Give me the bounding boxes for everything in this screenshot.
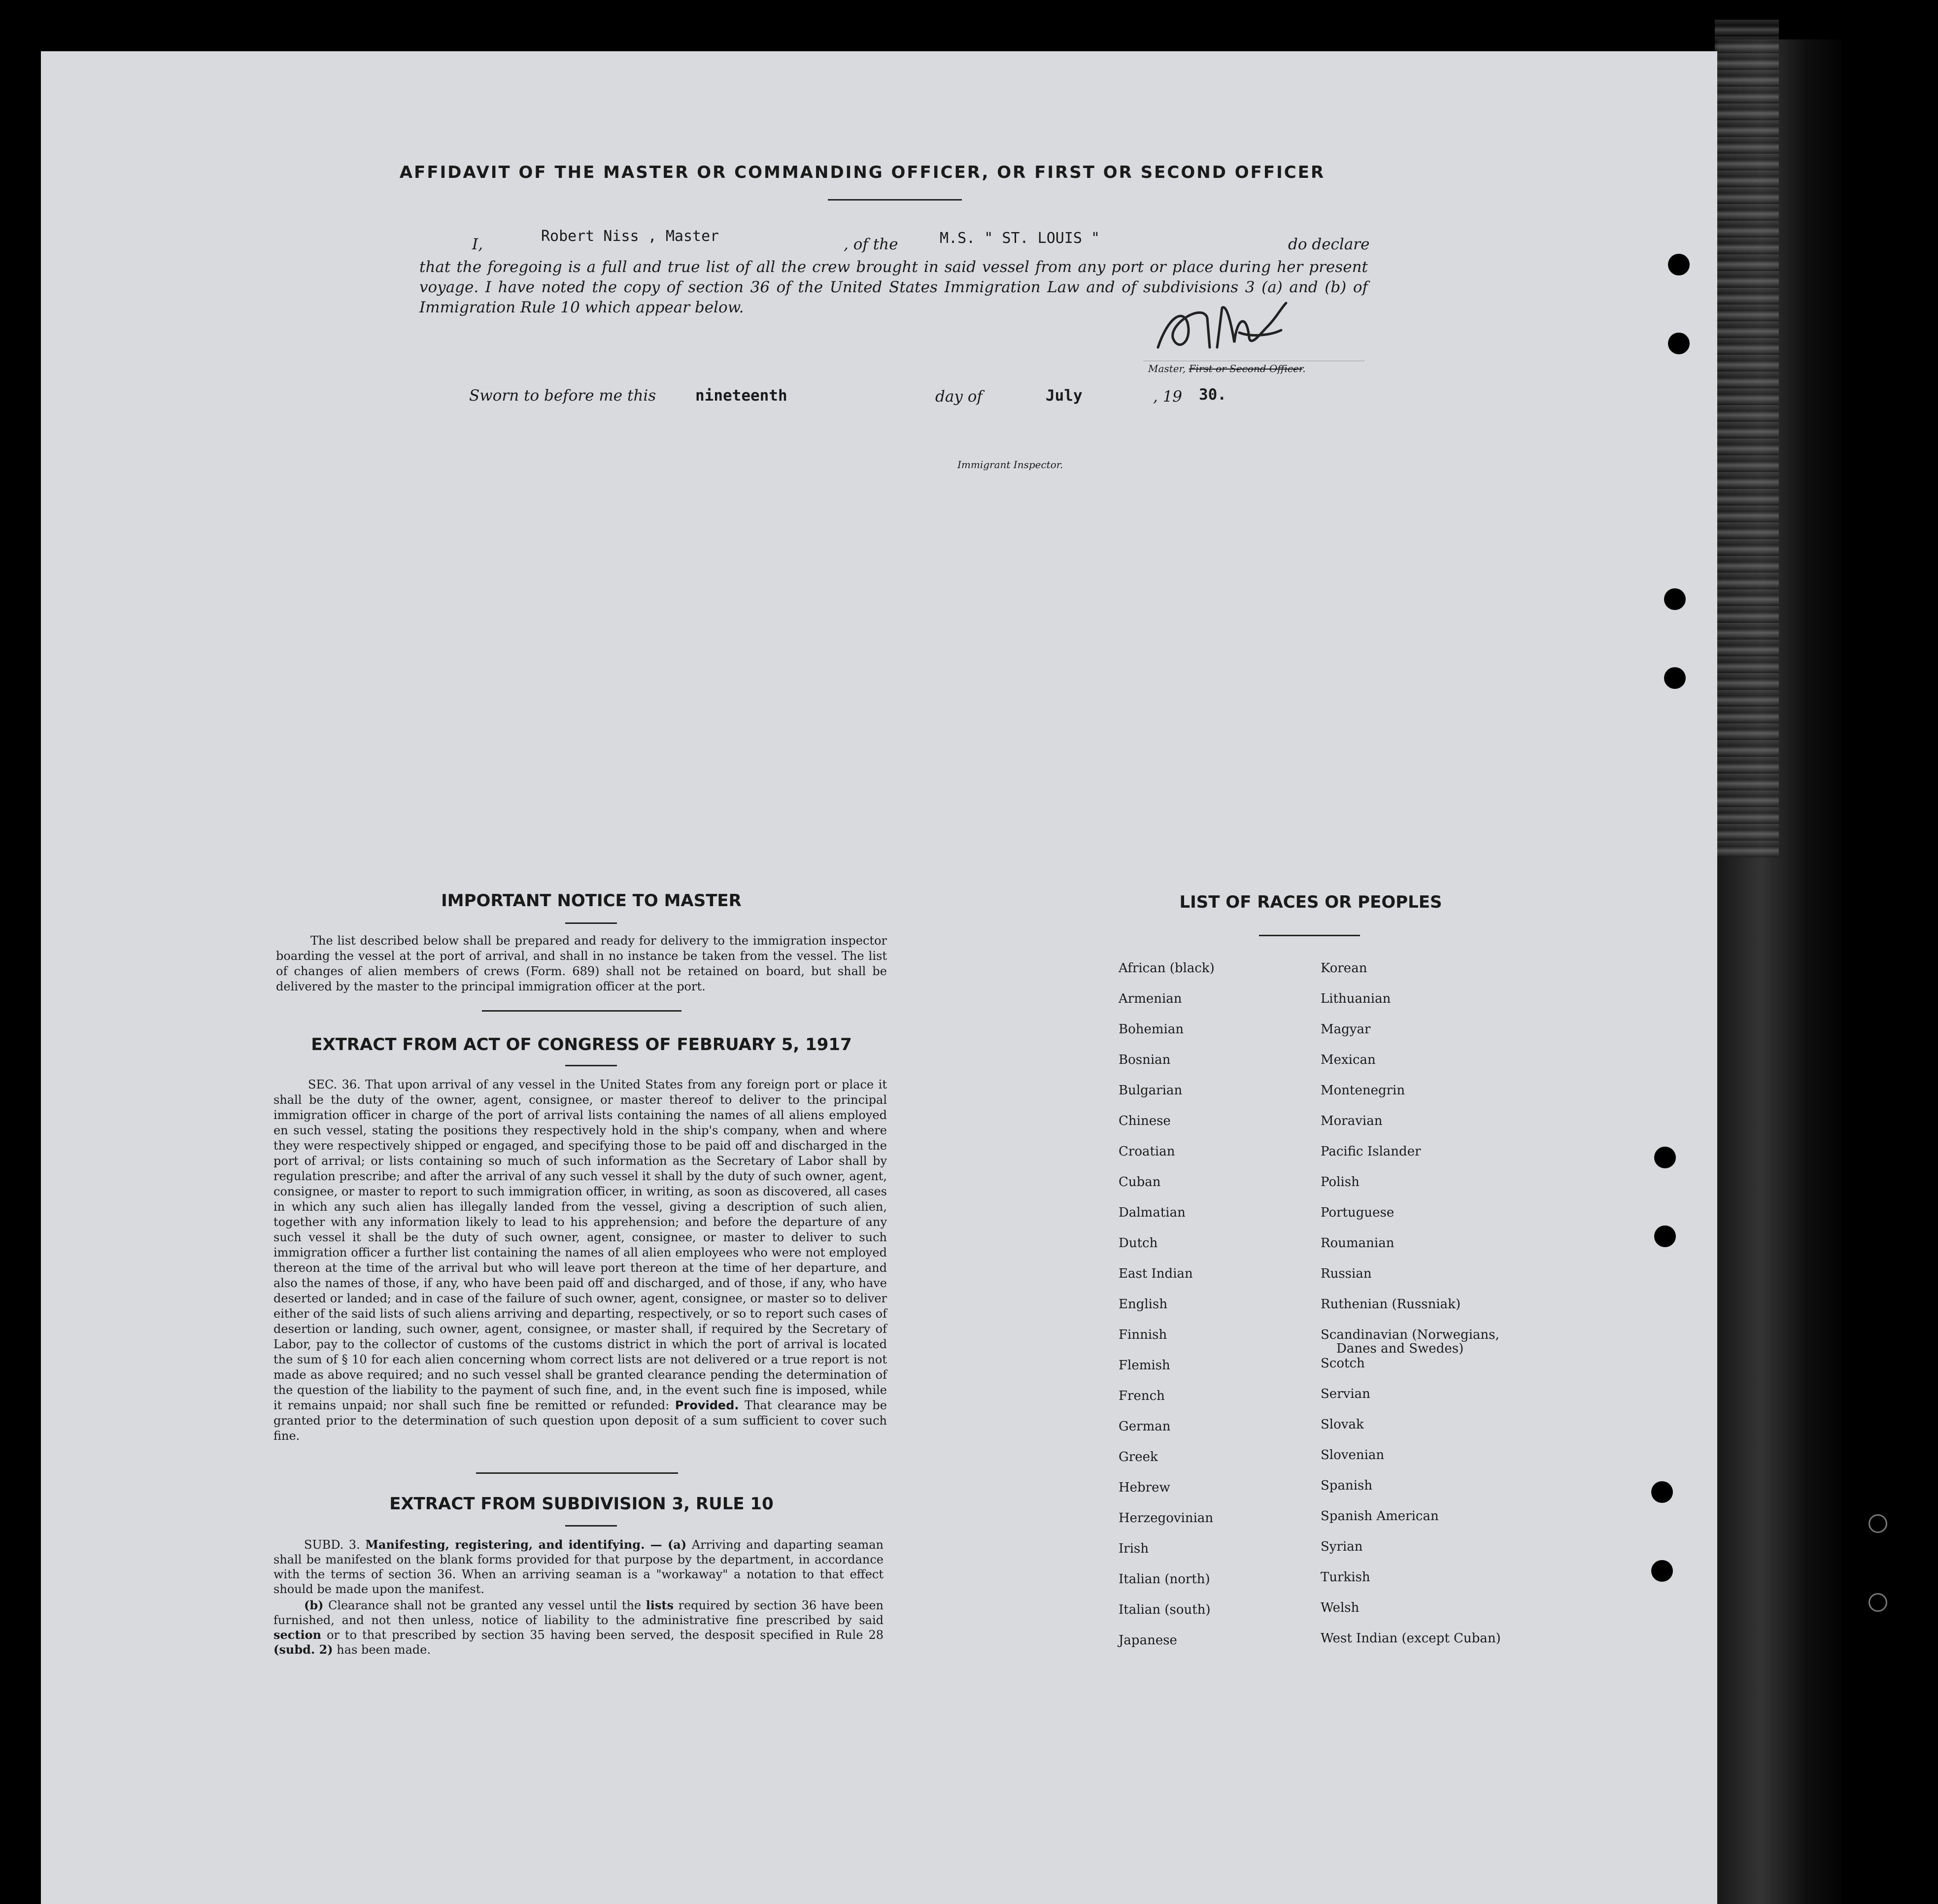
subd-b-text-2: required by section 36 have been furnished, and not then unless, notice of liability to the administrative fine prescribed by said	[273, 1598, 884, 1627]
subd-lead: SUBD. 3.	[304, 1538, 360, 1552]
race-item: Dutch	[1119, 1236, 1158, 1251]
race-item: Italian (north)	[1119, 1572, 1210, 1587]
race-item: Magyar	[1321, 1022, 1371, 1037]
punch-hole	[1664, 667, 1686, 689]
master-name-field: Robert Niss , Master	[541, 228, 719, 245]
race-item: Roumanian	[1321, 1236, 1394, 1251]
race-item: Montenegrin	[1321, 1083, 1405, 1098]
signature-caption-struck: First or Second Officer	[1189, 363, 1303, 374]
subd-b-text-1: Clearance shall not be granted any vessel until the	[328, 1598, 642, 1612]
vessel-name-field: M.S. " ST. LOUIS "	[940, 230, 1100, 247]
act-body-text: SEC. 36. That upon arrival of any vessel in the United States from any foreign port or place it shall be the duty of the owner, agent, consignee, or master thereof to deliver to the principal immigration officer in charge of the port of arrival lists containing the names of all aliens employed en such vessel, stating the positions they respectively hold in the ship's company, when and where they were respectively shipped or engaged, and specifying those to be paid off and discharged in the port of arrival; or lists containing so much of such information as the Secretary of Labor shall by regulation prescribe; and after the arrival of any such vessel it shall by the duty of such owner, agent, consignee, or master to report to such immigration officer, in writing, as soon as discovered, all cases in which any such alien has illegally landed from the vessel, giving a description of such alien, together with any information likely to lead to his apprehension; and before the departure of any such vessel it shall be the duty of such owner, agent, consignee, or master to deliver to such immigration officer a further list containing the names of all alien employees who were not employed thereon at the time of the arrival but who will leave port thereon at the time of her departure, and also the names of those, if any, who have been paid off and discharged, and of those, if any, who have deserted or landed; and in case of the failure of such owner, agent, consignee, or master so to deliver either of the said lists of such aliens arriving and departing, respectively, or so to report such cases of desertion or landing, such owner, agent, consignee, or master shall, if required by the Secretary of Labor, pay to the collector of customs of the customs district in which the port of arrival is located the sum of § 10 for each alien concerning whom correct lists are not delivered or a true report is not made as above required; and no such vessel shall be granted clearance pending the determination of the question of the liability to the payment of such fine, and, in the event such fine is imposed, while it remains unpaid; nor shall such fine be remitted or refunded:	[273, 1078, 887, 1412]
race-item: Danes and Swedes)	[1336, 1341, 1464, 1356]
day-of-label: day of	[935, 388, 983, 406]
subdivision-a	[273, 1537, 884, 1597]
signature-caption-end: .	[1302, 363, 1306, 374]
race-item: Bohemian	[1119, 1022, 1184, 1037]
sworn-day-field: nineteenth	[695, 387, 787, 405]
race-item: Moravian	[1321, 1114, 1383, 1128]
punch-hole	[1654, 1225, 1676, 1247]
race-item: Italian (south)	[1119, 1602, 1211, 1617]
race-item: Irish	[1119, 1541, 1149, 1556]
race-item: Japanese	[1119, 1633, 1177, 1648]
do-declare-label: do declare	[1288, 236, 1370, 253]
race-item: Scotch	[1321, 1356, 1365, 1371]
act-body	[273, 1077, 887, 1444]
race-item: West Indian (except Cuban)	[1321, 1631, 1501, 1646]
punch-hole-ring	[1869, 1514, 1887, 1533]
race-item: Chinese	[1119, 1114, 1171, 1128]
title-underline	[828, 199, 962, 201]
race-item: East Indian	[1119, 1266, 1193, 1281]
master-signature	[1148, 288, 1296, 362]
race-item: Spanish	[1321, 1478, 1373, 1493]
year-prefix: , 19	[1153, 388, 1183, 406]
subd-b-section: section	[273, 1628, 322, 1642]
subd-b-text-3: or to that prescribed by section 35 having been served, the desposit specified in Rule 28	[327, 1628, 884, 1642]
subdivision-underline	[565, 1525, 617, 1527]
act-title: EXTRACT FROM ACT OF CONGRESS OF FEBRUARY 5, 1917	[311, 1035, 852, 1054]
race-item: Herzegovinian	[1119, 1511, 1214, 1526]
race-item: Greek	[1119, 1450, 1158, 1464]
race-item: Polish	[1321, 1175, 1360, 1190]
race-item: Bulgarian	[1119, 1083, 1183, 1098]
race-item: French	[1119, 1389, 1165, 1403]
punch-hole	[1668, 254, 1690, 275]
race-item: Slovak	[1321, 1417, 1364, 1432]
affidavit-line-3: voyage. I have noted the copy of section 36 of the United States Immigration Law and of subdivisions 3 (a) and (b) of	[419, 278, 1368, 296]
act-underline	[565, 1065, 617, 1066]
punch-hole	[1664, 588, 1686, 610]
subd-b-subd: (subd. 2)	[273, 1642, 333, 1657]
notice-underline	[565, 922, 617, 924]
notice-divider	[482, 1010, 681, 1012]
of-the-label: , of the	[844, 236, 898, 253]
subd-b-label: (b)	[304, 1598, 324, 1612]
punch-hole	[1651, 1481, 1673, 1503]
race-item: Turkish	[1321, 1570, 1370, 1585]
race-item: Lithuanian	[1321, 991, 1391, 1006]
race-item: Servian	[1321, 1387, 1370, 1401]
race-item: Ruthenian (Russniak)	[1321, 1297, 1461, 1312]
race-item: African (black)	[1119, 961, 1215, 976]
affidavit-title: AFFIDAVIT OF THE MASTER OR COMMANDING OFFICER, OR FIRST OR SECOND OFFICER	[399, 163, 1326, 182]
year-suffix-field: 30.	[1199, 386, 1226, 404]
sworn-label: Sworn to before me this	[469, 387, 656, 405]
race-item: Korean	[1321, 961, 1367, 976]
punch-hole	[1668, 333, 1690, 354]
races-title: LIST OF RACES OR PEOPLES	[1179, 892, 1442, 912]
race-item: German	[1119, 1419, 1171, 1434]
affidavit-line-2: that the foregoing is a full and true list of all the crew brought in said vessel from any port or place during her present	[419, 258, 1368, 276]
subd-b-text-4: has been made.	[337, 1643, 431, 1657]
race-item: Hebrew	[1119, 1480, 1170, 1495]
act-provided: Provided.	[675, 1398, 739, 1412]
race-item: Scandinavian (Norwegians,	[1321, 1327, 1499, 1342]
notice-title: IMPORTANT NOTICE TO MASTER	[441, 891, 742, 911]
sworn-month-field: July	[1046, 387, 1083, 405]
race-item: Welsh	[1321, 1600, 1360, 1615]
signature-caption	[1148, 363, 1306, 374]
affidavit-line-4: Immigration Rule 10 which appear below.	[419, 299, 744, 316]
subd-heading: Manifesting, registering, and identifying. — (a)	[365, 1537, 687, 1552]
race-item: Dalmatian	[1119, 1205, 1186, 1220]
subd-b-lists: lists	[646, 1598, 674, 1612]
subd-a-text: Arriving and daparting seaman shall be manifested on the blank forms provided for that purpose by the department, in accordance with the terms of section 36. When an arriving seaman is a "workaway" a notation to that effect should be made upon the manifest.	[273, 1538, 884, 1596]
scan-edge-texture	[1715, 20, 1779, 857]
race-item: Bosnian	[1119, 1053, 1171, 1067]
race-item: Portuguese	[1321, 1205, 1394, 1220]
race-item: Mexican	[1321, 1053, 1376, 1067]
inspector-caption: Immigrant Inspector.	[957, 459, 1063, 471]
affidavit-i-label: I,	[472, 236, 483, 253]
race-item: Syrian	[1321, 1539, 1363, 1554]
act-tail: That clearance may be granted prior to the determination of such question upon deposit of a sum sufficient to cover such fine.	[273, 1398, 887, 1443]
subdivision-b	[273, 1598, 884, 1657]
race-item: Armenian	[1119, 991, 1182, 1006]
punch-hole	[1654, 1147, 1676, 1168]
race-item: English	[1119, 1297, 1168, 1312]
punch-hole-ring	[1869, 1593, 1887, 1612]
signature-caption-master: Master,	[1148, 363, 1189, 374]
race-item: Pacific Islander	[1321, 1144, 1421, 1159]
race-item: Finnish	[1119, 1327, 1167, 1342]
subdivision-title: EXTRACT FROM SUBDIVISION 3, RULE 10	[389, 1494, 774, 1514]
race-item: Cuban	[1119, 1175, 1161, 1190]
race-item: Croatian	[1119, 1144, 1175, 1159]
race-item: Spanish American	[1321, 1509, 1439, 1524]
act-divider	[476, 1472, 678, 1474]
race-item: Flemish	[1119, 1358, 1170, 1373]
races-underline	[1259, 935, 1360, 936]
punch-hole	[1651, 1560, 1673, 1582]
notice-body: The list described below shall be prepared and ready for delivery to the immigration inspector boarding the vessel at the port of arrival, and shall in no instance be taken from the vessel. The list of changes of alien members of crews (Form. 689) shall not be retained on board, but shall be delivered by the master to the principal immigration officer at the port.	[276, 934, 887, 993]
race-item: Russian	[1321, 1266, 1372, 1281]
race-item: Slovenian	[1321, 1448, 1385, 1462]
